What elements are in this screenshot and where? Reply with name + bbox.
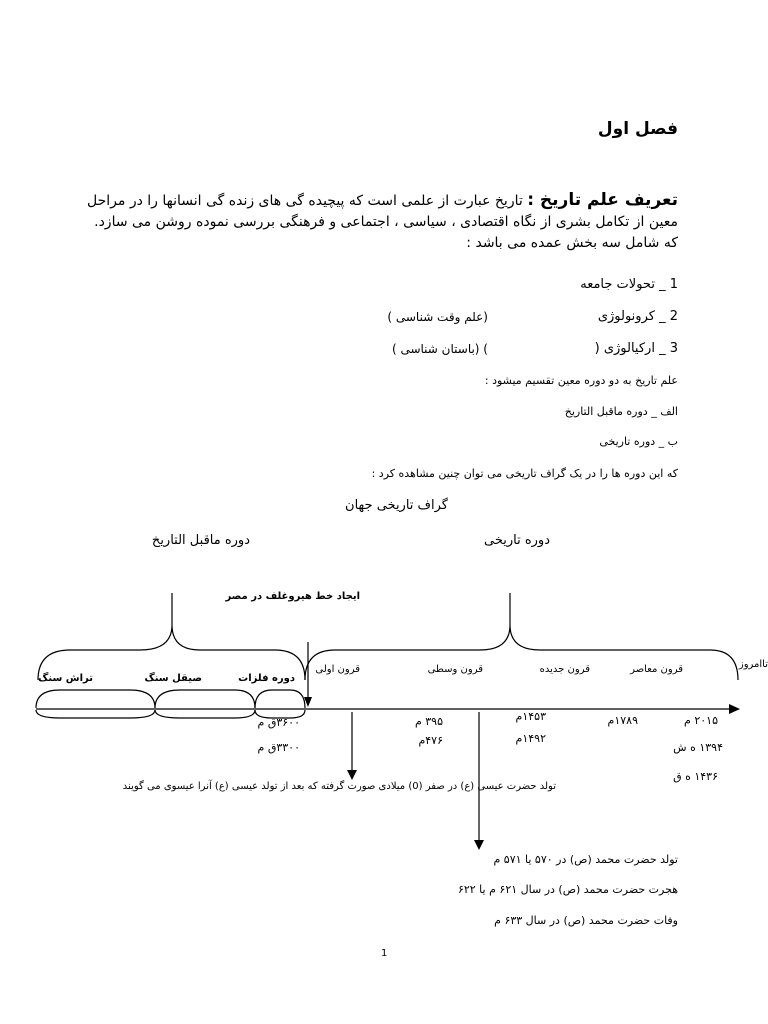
segment-metals: دوره فلزات [238, 673, 295, 684]
period-b: ب _ دوره تاریخی [599, 435, 678, 448]
segment-contemporary: قرون معاصر [630, 664, 683, 675]
mohammad-arrowhead [474, 840, 484, 850]
part-1: 1 _ تحولات جامعه [580, 277, 678, 292]
segment-arc-stone-chipping [36, 690, 155, 708]
date-ad-2015: ۲۰۱۵ م [684, 714, 718, 727]
part-3: 3 _ ارکیالوژی ( [594, 341, 678, 356]
parts-intro: که شامل سه بخش عمده می باشد : [466, 235, 678, 251]
segment-today: تاامروز [738, 659, 768, 670]
part-2-note: (علم وقت شناسی ) [387, 310, 488, 324]
date-ad-395: ۳۹۵ م [414, 715, 443, 728]
date-ad-1492: ۱۴۹۲م [515, 732, 546, 745]
mohammad-birth: تولد حضرت محمد (ص) در ۵۷۰ یا ۵۷۱ م [493, 853, 678, 866]
segment-arc-below-2 [155, 710, 255, 718]
segment-middle: قرون وسطی [427, 664, 483, 675]
prehistoric-brace [38, 593, 305, 680]
date-bc-3600: ۳۶۰۰ق م [257, 716, 300, 729]
page-number: 1 [381, 948, 388, 959]
date-bc-3300: ۳۳۰۰ق م [257, 741, 300, 754]
graph-intro: که این دوره ها را در یک گراف تاریخی می توان چنین مشاهده کرد : [371, 467, 678, 480]
part-2: 2 _ کرونولوژی [597, 309, 678, 324]
date-hq-1436: ۱۴۳۶ ه ق [673, 770, 718, 783]
period-a: الف _ دوره ماقبل التاریخ [564, 405, 678, 418]
axis-arrowhead [729, 704, 740, 714]
hieroglyph-note: ایجاد خط هیروغلف در مصر [225, 591, 360, 602]
part-3-note: ) (باستان شناسی ) [391, 342, 488, 356]
mohammad-hijra: هجرت حضرت محمد (ص) در سال ۶۲۱ م یا ۶۲۲ [457, 883, 678, 896]
date-ad-1453: ۱۴۵۳م [515, 710, 546, 723]
era-prehistoric: دوره ماقبل التاریخ [151, 533, 250, 548]
segment-new: قرون جدیده [539, 664, 590, 675]
date-ad-1789: ۱۷۸۹م [607, 714, 638, 727]
era-historic: دوره تاریخی [484, 533, 550, 548]
segment-arc-metals [255, 690, 305, 708]
definition-body: تاریخ عبارت از علمی است که پیچیده گی های زنده گی انسانها را در مراحل معین از تکامل بشری از نگاه اقتصادی ، سیاسی ، اجتماعی و فرهنگی بررسی نموده روشن می سازد. [87, 193, 678, 230]
jesus-note: تولد حضرت عیسی (ع) در صفر (0) میلادی صورت گرفته که بعد از تولد عیسی (ع) آنرا عیسوی می گویند [122, 781, 556, 792]
mohammad-death: وفات حضرت محمد (ص) در سال ۶۳۳ م [494, 914, 678, 927]
segment-stone-chipping: تراش سنگ [38, 673, 93, 684]
segment-arc-stone-polishing [155, 690, 255, 708]
date-ad-476: ۴۷۶م [418, 734, 443, 747]
jesus-arrowhead [347, 770, 357, 780]
graph-title: گراف تاریخی جهان [345, 498, 448, 513]
segment-arc-below-1 [36, 710, 155, 718]
definition-term: تعریف علم تاریخ : [527, 190, 678, 210]
periods-intro: علم تاریخ به دو دوره معین تقسیم میشود : [484, 374, 678, 387]
date-sh-1394: ۱۳۹۴ ه ش [673, 741, 723, 754]
segment-ancient: قرون اولی [315, 664, 360, 675]
segment-stone-polishing: صیقل سنگ [144, 673, 202, 684]
chapter-title: فصل اول [597, 119, 678, 139]
